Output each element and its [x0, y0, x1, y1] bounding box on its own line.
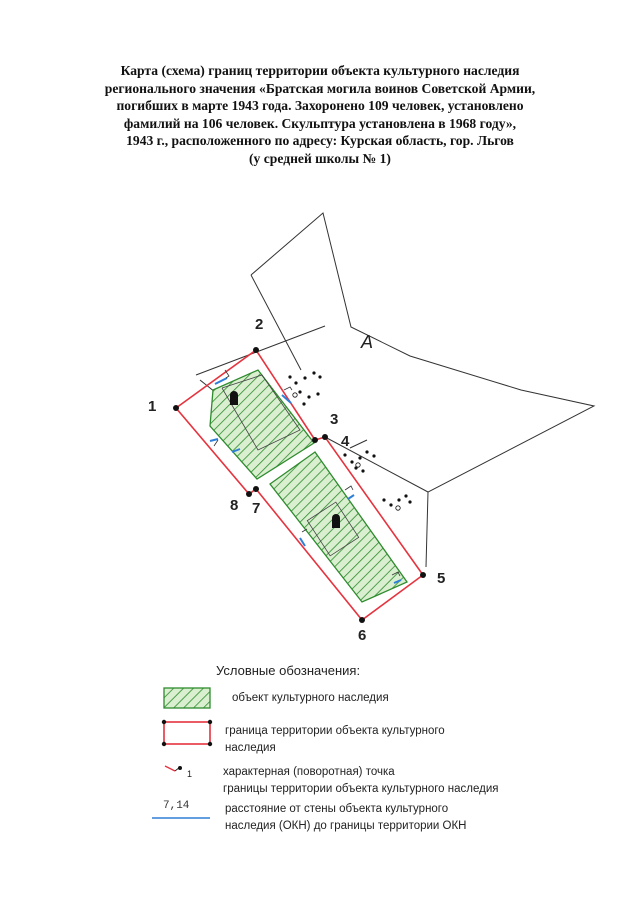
title-line: погибших в марте 1943 года. Захоронено 109 человек, установлено — [116, 98, 524, 113]
point-label-3: 3 — [330, 411, 339, 428]
parcel-line — [196, 326, 325, 375]
point-label-6: 6 — [358, 627, 367, 644]
heritage-object — [210, 370, 407, 602]
title-line: Карта (схема) границ территории объекта культурного наследия — [120, 63, 520, 78]
legend-distance-sample: 7,14 — [163, 800, 190, 812]
area-label: А — [361, 332, 374, 352]
point-label-4: 4 — [341, 433, 350, 450]
monument-icon — [230, 391, 238, 405]
title-line: 1943 г., расположенного по адресу: Курская область, гор. Льгов — [126, 133, 514, 148]
boundary-point — [420, 572, 426, 578]
legend-symbol-object — [164, 688, 210, 708]
title-line: фамилий на 106 человек. Скульптура установлена в 1968 году», — [123, 115, 517, 131]
boundary-point — [359, 617, 365, 623]
title-line: (у средней школы № 1) — [249, 150, 391, 166]
monument-icon — [332, 514, 340, 528]
legend-item-object: объект культурного наследия — [232, 692, 389, 704]
legend-symbol-boundary — [162, 720, 212, 746]
legend-symbol-point — [165, 766, 182, 771]
point-label-8: 8 — [230, 497, 239, 514]
legend-item-point: характерная (поворотная) точка границы территории объекта культурного наследия — [223, 766, 499, 795]
point-label-1: 1 — [148, 398, 157, 415]
legend-point-label: 1 — [187, 769, 193, 779]
point-label-5: 5 — [437, 570, 446, 587]
boundary-point — [322, 434, 328, 440]
boundary-point — [246, 491, 252, 497]
point-label-2: 2 — [255, 316, 264, 333]
legend-title: Условные обозначения: — [216, 663, 361, 678]
heritage-object-north — [210, 370, 314, 479]
legend-item-boundary: граница территории объекта культурного наследия — [225, 725, 445, 754]
parcel-line — [350, 440, 367, 448]
point-label-7: 7 — [252, 500, 261, 517]
boundary-point — [253, 347, 259, 353]
distance-line — [210, 439, 218, 441]
boundary-point — [312, 437, 318, 443]
title-line: регионального значения «Братская могила воинов Советской Армии, — [104, 80, 536, 96]
legend-item-distance: расстояние от стены объекта культурного наследия (ОКН) до границы территории ОКН — [225, 803, 467, 832]
boundary-point — [173, 405, 179, 411]
boundary-point — [253, 486, 259, 492]
distance-line — [348, 495, 354, 499]
